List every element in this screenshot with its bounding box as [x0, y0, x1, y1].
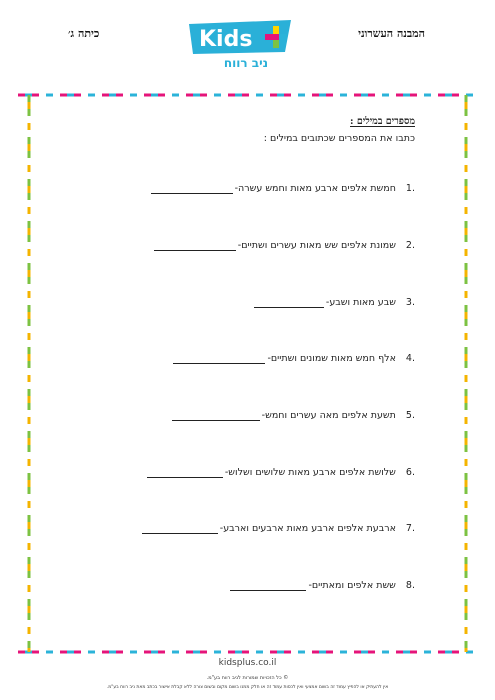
question-text: שמונת אלפים שש מאות עשרים ושתיים-	[237, 240, 396, 251]
question-item	[173, 348, 415, 364]
question-number: .7	[405, 523, 415, 534]
question-number: .5	[405, 410, 415, 421]
question-number: .1	[405, 183, 415, 194]
worksheet-topic: המבנה העשרוני	[358, 27, 425, 40]
answer-blank[interactable]	[254, 297, 324, 308]
answer-blank[interactable]	[151, 183, 233, 194]
answer-blank[interactable]	[230, 580, 306, 591]
question-text: תשעת אלפים מאה עשרים וחמש-	[261, 410, 396, 421]
question-item	[151, 178, 415, 194]
answer-blank[interactable]	[173, 353, 265, 364]
footer-copyright: © כל הזכויות שמורות לניב רווח בע"מ.	[206, 675, 289, 681]
section-title: מספרים במילים :	[350, 116, 415, 127]
logo-shape	[187, 18, 305, 58]
question-text: שלושת אלפים ארבע מאות שלושים ושלוש-	[224, 467, 396, 478]
answer-blank[interactable]	[147, 467, 223, 478]
answer-blank[interactable]	[172, 410, 260, 421]
question-item	[254, 292, 415, 308]
grade-label: כיתה ג׳	[68, 27, 100, 40]
page-header	[0, 0, 495, 88]
question-number: .6	[405, 467, 415, 478]
question-text: חמשת אלפים ארבע מאות וחמש עשרה-	[234, 183, 396, 194]
question-item	[147, 462, 415, 478]
logo-subtitle: ניב רווח	[223, 56, 269, 70]
instruction-text: כתבו את המספרים שכתובים במילים :	[263, 133, 415, 144]
kids-logo	[187, 18, 305, 86]
footer-legal-notice: אין להעתיק או להפיץ עמוד זה בשום אמצעי ואין לכסות עמוד זה או חלק ממנו בשום מקום ובשום צורה ללא קבלת אישור בכתב מאת ניב רווח בע"מ.	[106, 685, 389, 690]
answer-blank[interactable]	[154, 240, 236, 251]
question-number: .4	[405, 353, 415, 364]
answer-blank[interactable]	[142, 523, 218, 534]
question-text: ארבעת אלפים ארבע מאות ארבעים וארבע-	[219, 523, 396, 534]
question-item	[142, 518, 415, 534]
question-item	[230, 575, 415, 591]
question-item	[154, 235, 415, 251]
question-text: אלף חמש מאות שמונים ושתיים-	[267, 353, 396, 364]
logo-wordmark: Kids	[199, 27, 253, 52]
question-text: שבע מאות ושבע-	[325, 297, 396, 308]
question-number: .2	[405, 240, 415, 251]
exercise-intro	[75, 116, 415, 144]
question-number: .8	[405, 580, 415, 591]
question-text: ששת אלפים ומאתיים-	[308, 580, 396, 591]
question-number: .3	[405, 297, 415, 308]
question-item	[172, 405, 415, 421]
footer-url[interactable]: kidsplus.co.il	[218, 658, 277, 668]
